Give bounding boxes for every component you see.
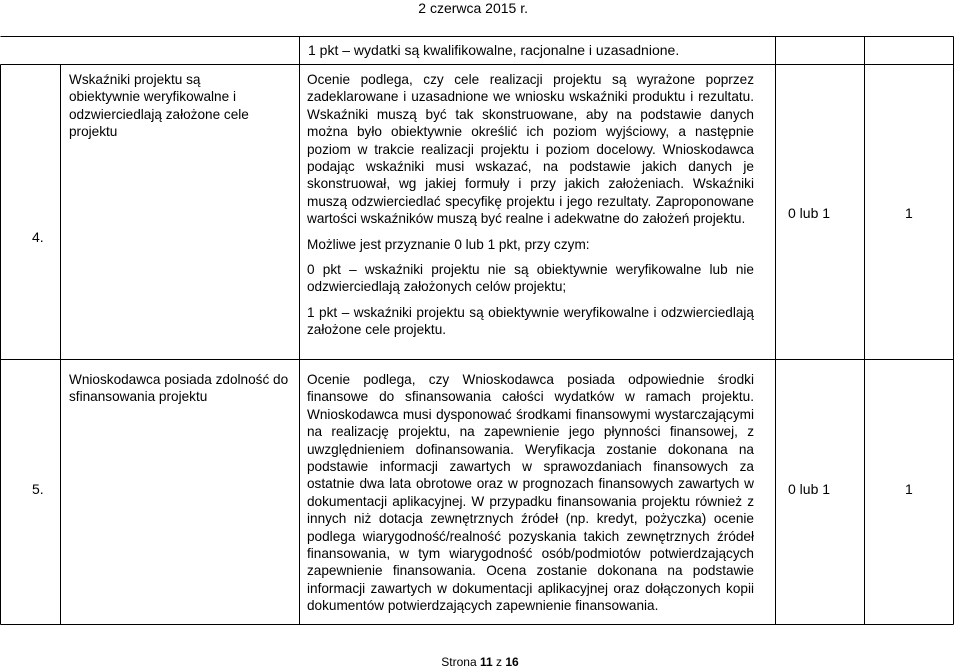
footer-prefix: Strona (441, 655, 477, 669)
score-range: 0 lub 1 (788, 481, 831, 497)
criterion-name: Wnioskodawca posiada zdolność do sfinansowania projektu (69, 372, 289, 405)
previous-row-fragment: 1 pkt – wydatki są kwalifikowalne, racjonalne i uzasadnione. (308, 42, 680, 58)
footer-page-number: 11 (479, 655, 493, 669)
score-one-description: 1 pkt – wskaźniki projektu są obiektywnie weryfikowalne i odzwierciedlają założone cele projektu. (307, 304, 754, 338)
description-text: Ocenie podlega, czy cele realizacji projektu są wyrażone poprzez zadeklarowane i uzasadnione we wniosku wskaźniki produktu i rezultatu. Wskaźniki muszą być tak skonstruowane, aby na podstawie danych można było obiektywnie określić ich poziom wyjściowy, a następnie poziom w trakcie realizacji projektu i poziom docelowy. Wnioskodawca podając wskaźniki musi wskazać, na podstawie jakich danych je skonstruował, wg jakiej formuły i przy jakich założeniach. Wskaźniki muszą odzwierciedlać specyfikę projektu i jego rezultaty. Zaproponowane wartości wskaźników muszą być realne i adekwatne do założeń projektu. (307, 72, 754, 227)
scoring-intro: Możliwe jest przyznanie 0 lub 1 pkt, przy czym: (307, 236, 590, 252)
criterion-description: Ocenie podlega, czy Wnioskodawca posiada odpowiednie środki finansowe do sfinansowania całości wydatków w ramach projektu. Wnioskodawca musi dysponować środkami finansowymi wystarczającymi na realizację projektu, na zapewnienie jego płynności finansowej, z uwzględnieniem dofinansowania. Weryfikacja zostanie dokonana na podstawie informacji zawartych w sprawozdaniach finansowych za ostatnie dwa lata obrotowe oraz w prognozach finansowych zawartych w dokumentacji aplikacyjnej. W przypadku finansowania projektu również z innych niż dotacja zewnętrznych źródeł (np. kredyt, pożyczka) ocenie podlega wiarygodność/realność pozyskania takich zewnętrznych źródeł finansowania, w tym wiarygodność osób/podmiotów potwierdzających zapewnienie finansowania. Ocena zostanie dokonana na podstawie informacji zawartych w dokumentacji aplikacyjnej oraz dołączonych kopii dokumentów potwierdzających zapewnienie finansowania. (307, 372, 754, 614)
max-points: 1 (905, 205, 913, 221)
score-range: 0 lub 1 (788, 205, 831, 221)
footer-page-total: 16 (505, 655, 519, 669)
footer-separator: z (496, 655, 503, 669)
row-number: 5. (32, 481, 44, 497)
row-number: 4. (32, 229, 44, 245)
criterion-name: Wskaźniki projektu są obiektywnie weryfikowalne i odzwierciedlają założone cele projektu (69, 72, 249, 140)
score-zero-description: 0 pkt – wskaźniki projektu nie są obiektywnie weryfikowalne lub nie odzwierciedlają założonych celów projektu; (307, 262, 754, 295)
header-date: 2 czerwca 2015 r. (418, 0, 528, 16)
page-footer (0, 655, 960, 669)
criterion-description (307, 71, 754, 339)
max-points: 1 (905, 481, 913, 497)
